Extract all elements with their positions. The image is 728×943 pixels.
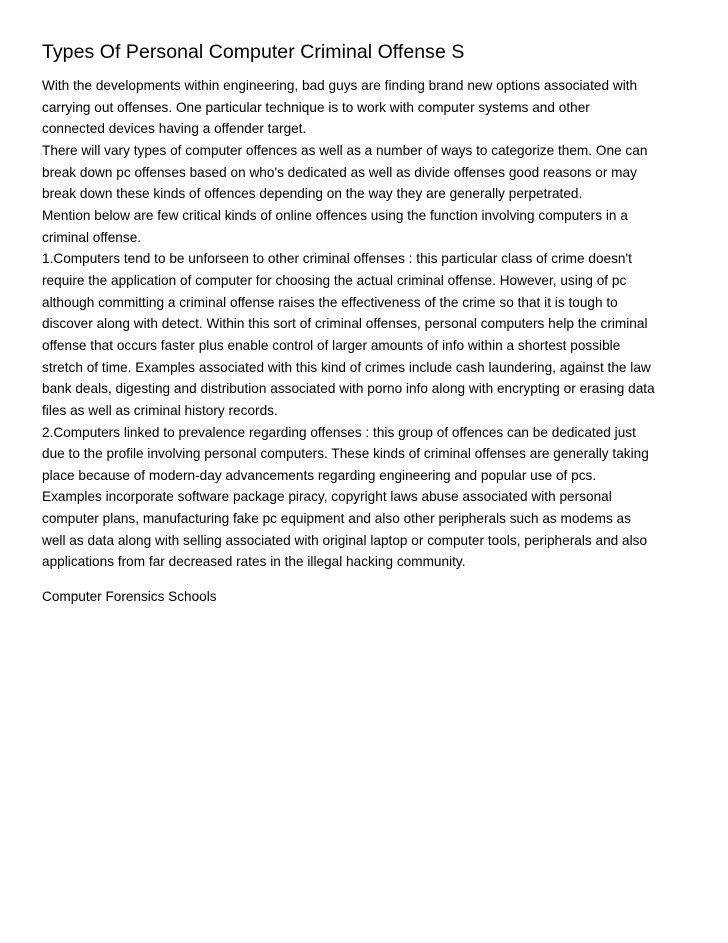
text-line: break down these kinds of offences depending on the way they are generally perpetrated.: [42, 186, 583, 202]
document-body: [42, 75, 692, 573]
text-line: computer plans, manufacturing fake pc equipment and also other peripherals such as modems as: [42, 511, 631, 527]
text-line: With the developments within engineering, bad guys are finding brand new options associated with: [42, 78, 638, 93]
paragraph-item-2: [42, 422, 692, 574]
text-line: There will vary types of computer offences as well as a number of ways to categorize them. One can: [42, 142, 648, 158]
text-line: require the application of computer for choosing the actual criminal offense. However, using of pc: [42, 272, 627, 288]
paragraph-mention: [42, 205, 692, 248]
document-title: Types Of Personal Computer Criminal Offense S: [42, 41, 465, 63]
text-line: break down pc offenses based on who's dedicated as well as divide offenses good reasons or may: [42, 164, 637, 180]
paragraph-item-1: [42, 248, 692, 421]
text-line: applications from far decreased rates in the illegal hacking community.: [42, 554, 466, 570]
text-line: bank deals, digesting and distribution associated with porno info along with encrypting or erasing data: [42, 381, 655, 397]
text-line: files as well as criminal history records.: [42, 402, 278, 418]
text-line: Mention below are few critical kinds of online offences using the function involving computers in a: [42, 207, 628, 223]
text-line: 2.Computers linked to prevalence regarding offenses : this group of offences can be dedicated just: [42, 424, 636, 440]
text-line: although committing a criminal offense raises the effectiveness of the crime so that it is tough to: [42, 294, 618, 310]
text-line: stretch of time. Examples associated with this kind of crimes include cash laundering, against the law: [42, 359, 651, 375]
text-line: well as data along with selling associated with original laptop or computer tools, peripherals and also: [42, 532, 648, 548]
text-line: connected devices having a offender target.: [42, 121, 307, 137]
text-line: discover along with detect. Within this sort of criminal offenses, personal computers help the criminal: [42, 316, 648, 332]
text-line: carrying out offenses. One particular technique is to work with computer systems and other: [42, 99, 590, 115]
text-line: Examples incorporate software package piracy, copyright laws abuse associated with personal: [42, 489, 612, 505]
text-line: place because of modern-day advancements regarding engineering and popular use of pcs.: [42, 467, 597, 483]
paragraph-intro: [42, 75, 692, 140]
text-line: 1.Computers tend to be unforseen to other criminal offenses : this particular class of crime doesn't: [42, 251, 632, 267]
document-page: [42, 38, 692, 608]
paragraph-types: [42, 140, 692, 205]
computer-forensics-schools-link[interactable]: Computer Forensics Schools: [42, 589, 217, 605]
text-line: offense that occurs faster plus enable control of larger amounts of info within a shortest possible: [42, 337, 621, 353]
text-line: criminal offense.: [42, 229, 142, 245]
text-line: due to the profile involving personal computers. These kinds of criminal offenses are generally taking: [42, 446, 649, 462]
